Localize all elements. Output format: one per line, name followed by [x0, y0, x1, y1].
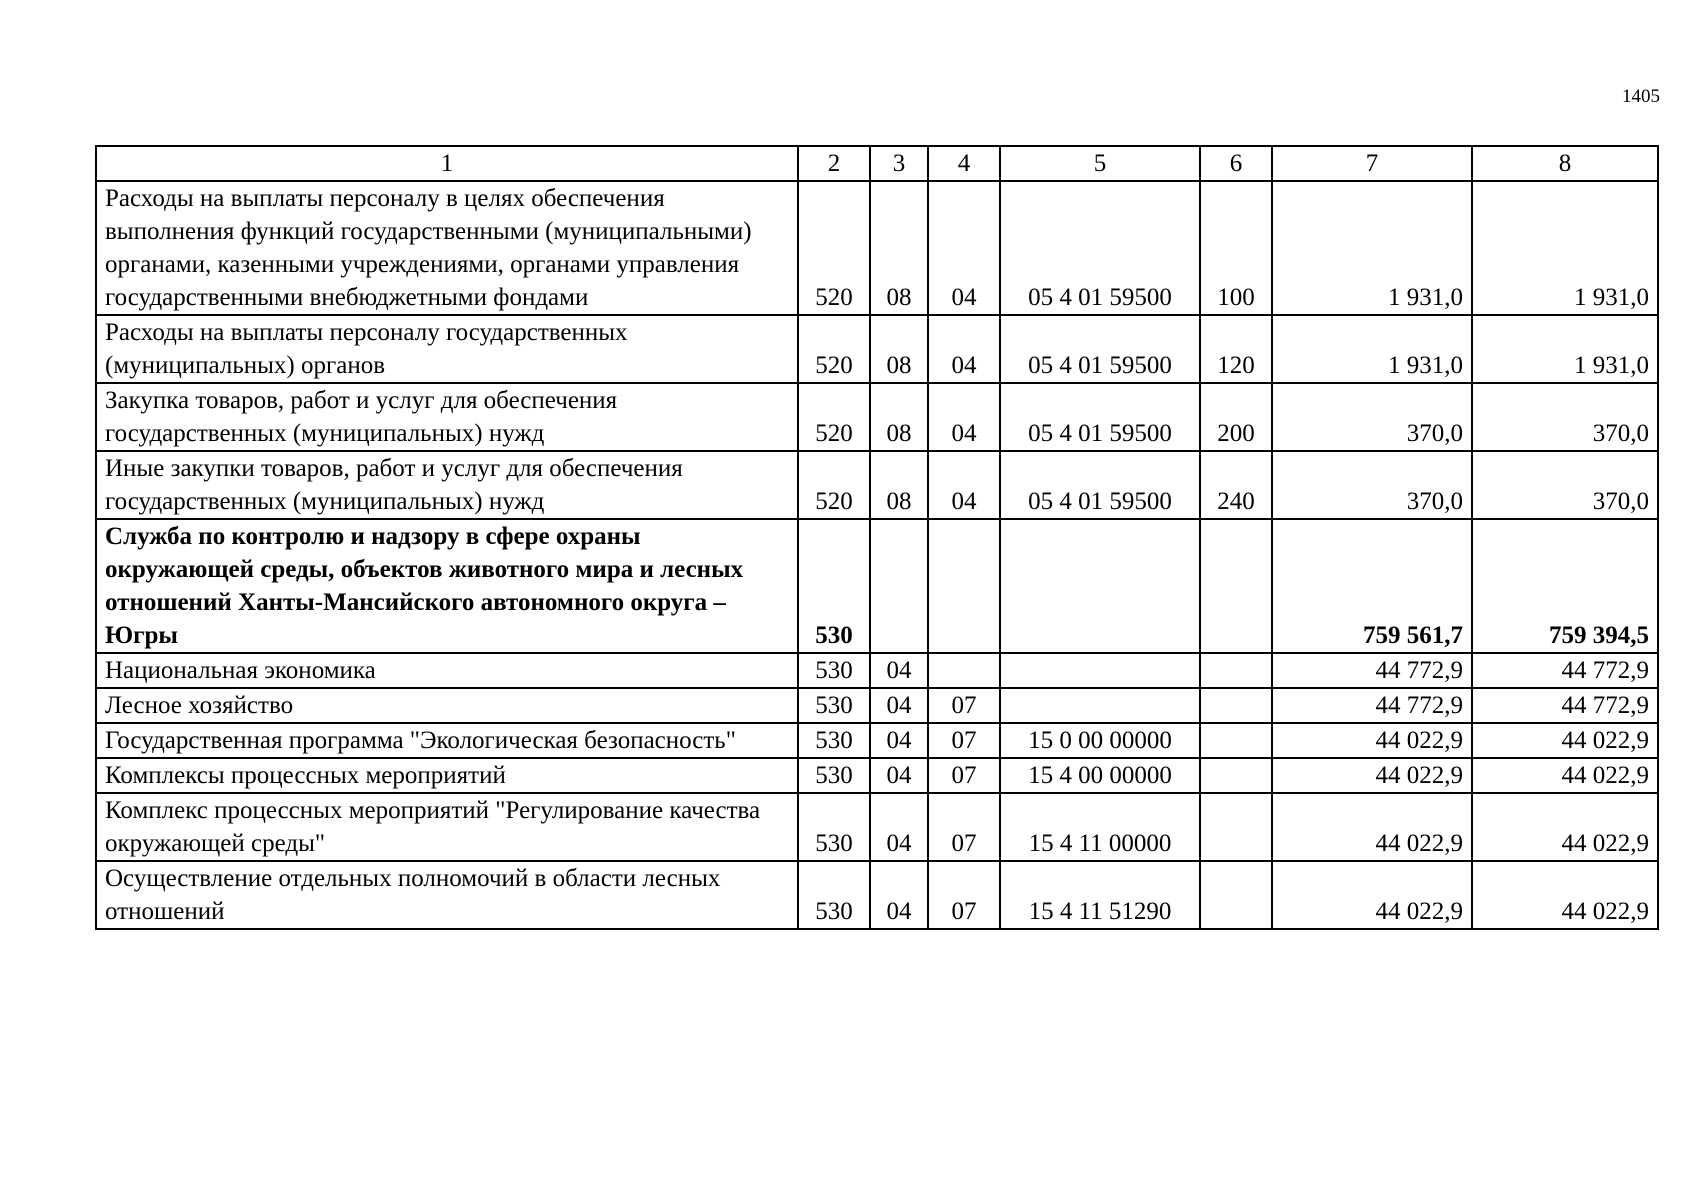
column-header: 4: [928, 146, 1000, 181]
target-article-code: 15 0 00 00000: [1000, 723, 1200, 758]
amount-col8: 44 772,9: [1472, 653, 1658, 688]
ministry-code: 520: [798, 315, 870, 383]
amount-col8: 1 931,0: [1472, 315, 1658, 383]
section-code: [870, 519, 928, 653]
subsection-code: 07: [928, 688, 1000, 723]
amount-col7: 1 931,0: [1272, 315, 1472, 383]
amount-col7: 44 022,9: [1272, 861, 1472, 929]
row-name: Лесное хозяйство: [96, 688, 798, 723]
target-article-code: 05 4 01 59500: [1000, 451, 1200, 519]
column-header: 3: [870, 146, 928, 181]
amount-col7: 370,0: [1272, 451, 1472, 519]
amount-col8: 44 772,9: [1472, 688, 1658, 723]
row-name: Закупка товаров, работ и услуг для обеспечения государственных (муниципальных) нужд: [96, 383, 798, 451]
ministry-code: 530: [798, 688, 870, 723]
subsection-code: 07: [928, 758, 1000, 793]
row-name: Расходы на выплаты персоналу в целях обеспечения выполнения функций государственными (муниципальными) органами, казенными учреждениями, органами управления государственными внебюджетными фондами: [96, 181, 798, 315]
table-row: [96, 861, 1658, 929]
table-row: [96, 688, 1658, 723]
header-row: [96, 146, 1658, 181]
amount-col8: 44 022,9: [1472, 723, 1658, 758]
column-header: 8: [1472, 146, 1658, 181]
expense-type-code: [1200, 688, 1272, 723]
section-code: 04: [870, 793, 928, 861]
expense-type-code: [1200, 653, 1272, 688]
amount-col7: 44 022,9: [1272, 758, 1472, 793]
target-article-code: 05 4 01 59500: [1000, 315, 1200, 383]
table-row: [96, 793, 1658, 861]
ministry-code: 530: [798, 519, 870, 653]
section-code: 04: [870, 861, 928, 929]
expense-type-code: [1200, 758, 1272, 793]
row-name: Национальная экономика: [96, 653, 798, 688]
section-code: 04: [870, 653, 928, 688]
subsection-code: 04: [928, 181, 1000, 315]
target-article-code: 05 4 01 59500: [1000, 181, 1200, 315]
ministry-code: 530: [798, 758, 870, 793]
ministry-code: 530: [798, 861, 870, 929]
target-article-code: 15 4 11 51290: [1000, 861, 1200, 929]
budget-table: [95, 145, 1659, 930]
expense-type-code: 120: [1200, 315, 1272, 383]
table-row-department: [96, 519, 1658, 653]
amount-col8: 1 931,0: [1472, 181, 1658, 315]
table-row: [96, 758, 1658, 793]
expense-type-code: 240: [1200, 451, 1272, 519]
amount-col8: 370,0: [1472, 451, 1658, 519]
amount-col7: 44 772,9: [1272, 653, 1472, 688]
subsection-code: 04: [928, 451, 1000, 519]
target-article-code: [1000, 653, 1200, 688]
amount-col8: 44 022,9: [1472, 758, 1658, 793]
ministry-code: 520: [798, 181, 870, 315]
table-row: [96, 653, 1658, 688]
table-row: [96, 451, 1658, 519]
subsection-code: 07: [928, 861, 1000, 929]
expense-type-code: [1200, 519, 1272, 653]
subsection-code: 07: [928, 723, 1000, 758]
expense-type-code: [1200, 861, 1272, 929]
page-number: 1405: [1622, 86, 1660, 107]
column-header: 5: [1000, 146, 1200, 181]
amount-col8: 759 394,5: [1472, 519, 1658, 653]
row-name: Служба по контролю и надзору в сфере охраны окружающей среды, объектов животного мира и лесных отношений Ханты-Мансийского автономного округа – Югры: [96, 519, 798, 653]
row-name: Расходы на выплаты персоналу государственных (муниципальных) органов: [96, 315, 798, 383]
subsection-code: [928, 519, 1000, 653]
amount-col7: 44 022,9: [1272, 723, 1472, 758]
target-article-code: [1000, 688, 1200, 723]
row-name: Государственная программа "Экологическая безопасность": [96, 723, 798, 758]
section-code: 04: [870, 688, 928, 723]
table-row: [96, 315, 1658, 383]
section-code: 08: [870, 315, 928, 383]
target-article-code: 05 4 01 59500: [1000, 383, 1200, 451]
subsection-code: 07: [928, 793, 1000, 861]
subsection-code: [928, 653, 1000, 688]
amount-col7: 759 561,7: [1272, 519, 1472, 653]
column-header: 1: [96, 146, 798, 181]
column-header: 7: [1272, 146, 1472, 181]
ministry-code: 530: [798, 653, 870, 688]
table-row: [96, 383, 1658, 451]
amount-col7: 44 772,9: [1272, 688, 1472, 723]
row-name: Комплекс процессных мероприятий "Регулирование качества окружающей среды": [96, 793, 798, 861]
target-article-code: [1000, 519, 1200, 653]
section-code: 04: [870, 758, 928, 793]
table-row: [96, 181, 1658, 315]
expense-type-code: [1200, 723, 1272, 758]
row-name: Комплексы процессных мероприятий: [96, 758, 798, 793]
amount-col8: 370,0: [1472, 383, 1658, 451]
subsection-code: 04: [928, 383, 1000, 451]
row-name: Осуществление отдельных полномочий в области лесных отношений: [96, 861, 798, 929]
amount-col8: 44 022,9: [1472, 793, 1658, 861]
amount-col7: 44 022,9: [1272, 793, 1472, 861]
amount-col7: 1 931,0: [1272, 181, 1472, 315]
target-article-code: 15 4 11 00000: [1000, 793, 1200, 861]
table-row: [96, 723, 1658, 758]
ministry-code: 530: [798, 723, 870, 758]
expense-type-code: [1200, 793, 1272, 861]
ministry-code: 520: [798, 383, 870, 451]
column-header: 6: [1200, 146, 1272, 181]
column-header: 2: [798, 146, 870, 181]
expense-type-code: 100: [1200, 181, 1272, 315]
target-article-code: 15 4 00 00000: [1000, 758, 1200, 793]
row-name: Иные закупки товаров, работ и услуг для обеспечения государственных (муниципальных) нужд: [96, 451, 798, 519]
ministry-code: 520: [798, 451, 870, 519]
subsection-code: 04: [928, 315, 1000, 383]
ministry-code: 530: [798, 793, 870, 861]
section-code: 04: [870, 723, 928, 758]
amount-col7: 370,0: [1272, 383, 1472, 451]
expense-type-code: 200: [1200, 383, 1272, 451]
section-code: 08: [870, 451, 928, 519]
section-code: 08: [870, 383, 928, 451]
section-code: 08: [870, 181, 928, 315]
amount-col8: 44 022,9: [1472, 861, 1658, 929]
